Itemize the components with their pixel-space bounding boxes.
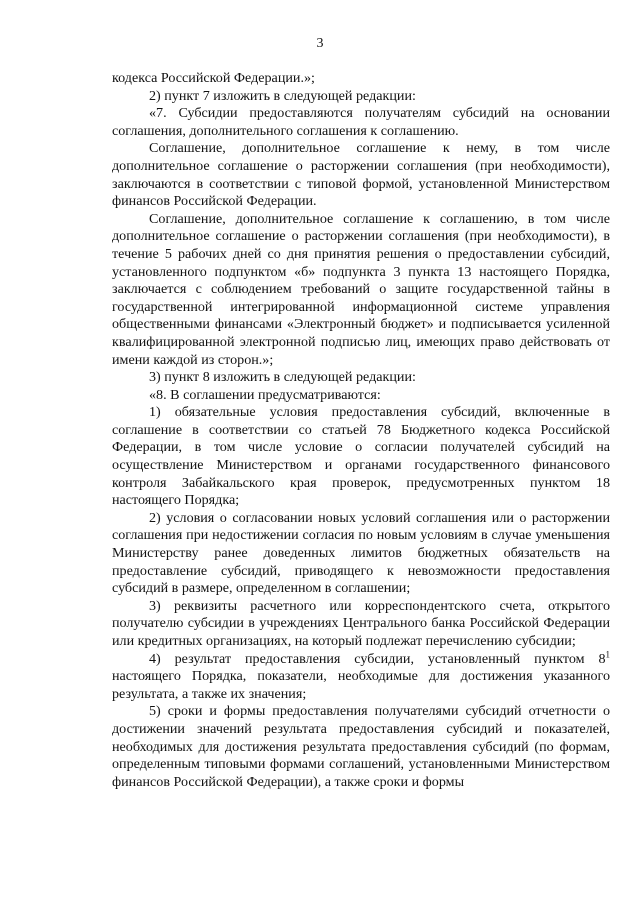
paragraph-continuation: кодекса Российской Федерации.»; bbox=[112, 70, 315, 86]
paragraph-subitem-2: 2) условия о согласовании новых условий соглашения или о расторжении соглашения при недостижении согласия по новым условиям в случае уменьшения Министерству ранее доведенных лимитов бюджетных обязательств на предоставление субсидий, приводящего к невозможности предоставления субсидий в размере, определенном в соглашении; bbox=[112, 509, 610, 597]
paragraph-subitem-5: 5) сроки и формы предоставления получателями субсидий отчетности о достижении значений результата предоставления субсидий и показателей, необходимых для достижения результата предоставления субсидий (по формам, определенным типовыми формами соглашений, установленными Министерством финансов Российской Федерации), а также сроки и формы bbox=[112, 703, 610, 790]
paragraph-subitem-1: 1) обязательные условия предоставления субсидий, включенные в соглашение в соответствии со статьей 78 Бюджетного кодекса Российской Федерации, в том числе условие о согласии получателей субсидий на осуществление Министерством и органами государственного финансового контроля Забайкальского края проверок, предусмотренных пунктом 18 настоящего Порядка; bbox=[112, 404, 610, 509]
paragraph-agreement-form: Соглашение, дополнительное соглашение к нему, в том числе дополнительное соглашение о расторжении соглашения (при необходимости), заключаются в соответствии с типовой формой, установленной Министерством финансов Российской Федерации. bbox=[112, 140, 610, 210]
subitem-4-text-before: 4) результат предоставления субсидии, установленный пунктом 8 bbox=[149, 650, 606, 667]
paragraph-clause-8: «8. В соглашении предусматриваются: bbox=[149, 386, 381, 403]
page-number: 3 bbox=[316, 36, 324, 51]
subitem-4-text-after: настоящего Порядка, показатели, необходимые для достижения указанного результата, а также их значения; bbox=[112, 668, 610, 702]
paragraph-clause-7: «7. Субсидии предоставляются получателям субсидий на основании соглашения, дополнительного соглашения к соглашению. bbox=[112, 105, 610, 139]
document-body bbox=[112, 70, 610, 791]
paragraph-item-3-heading: 3) пункт 8 изложить в следующей редакции: bbox=[149, 369, 416, 386]
subitem-4-superscript: 1 bbox=[605, 648, 610, 659]
paragraph-agreement-signing: Соглашение, дополнительное соглашение к соглашению, в том числе дополнительное соглашение о расторжении соглашения (при необходимости), в течение 5 рабочих дней со дня принятия решения о предоставлении субсидий, установленного подпунктом «б» подпункта 3 пункта 13 настоящего Порядка, заключается с соблюдением требований о защите государственной тайны в государственной интегрированной информационной системе управления общественными финансами «Электронный бюджет» и подписывается усиленной квалифицированной электронной подписью лиц, имеющих право действовать от имени каждой из сторон.»; bbox=[112, 210, 610, 368]
paragraph-subitem-3: 3) реквизиты расчетного или корреспондентского счета, открытого получателю субсидии в учреждениях Центрального банка Российской Федерации или кредитных организациях, на который подлежат перечислению субсидии; bbox=[112, 597, 610, 649]
paragraph-subitem-4 bbox=[112, 648, 610, 704]
paragraph-item-2-heading: 2) пункт 7 изложить в следующей редакции: bbox=[149, 87, 416, 104]
